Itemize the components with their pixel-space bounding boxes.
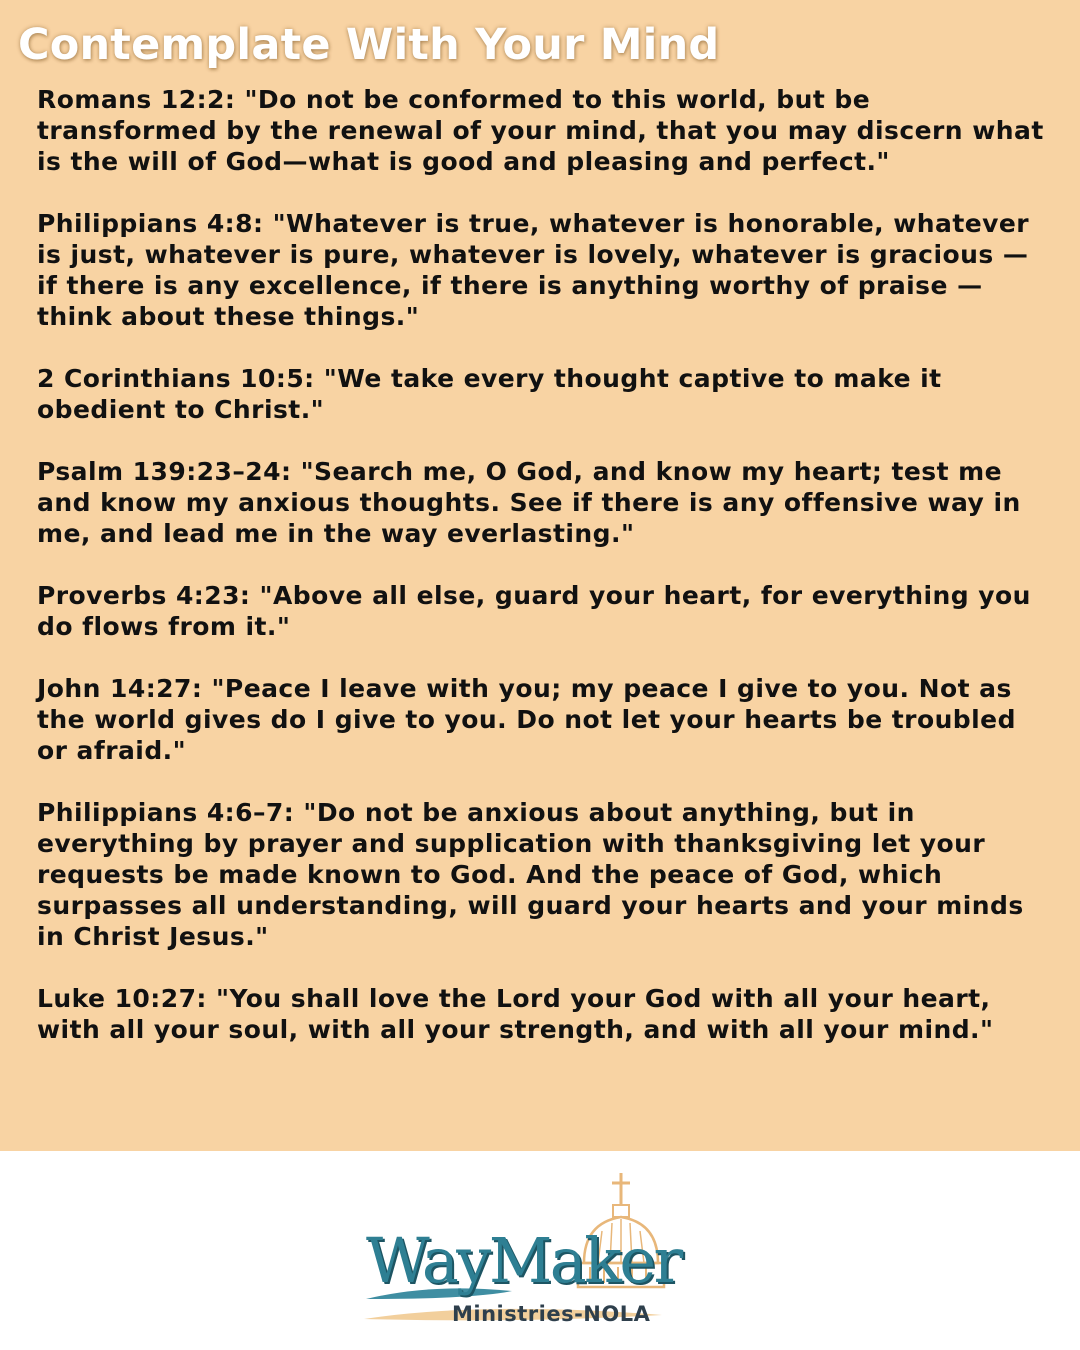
page-title: Contemplate With Your Mind (18, 20, 720, 70)
waymaker-logo (362, 1171, 682, 1331)
verse-item: Philippians 4:8: "Whatever is true, whatever is honorable, whatever is just, whatever is pure, whatever is lovely, whatever is gracious — if there is any excellence, if there is anything worthy of praise — think about these things." (37, 209, 1030, 331)
verse-item: Luke 10:27: "You shall love the Lord your God with all your heart, with all your soul, with all your strength, and with all your mind." (37, 984, 994, 1044)
verse-item: Psalm 139:23–24: "Search me, O God, and know my heart; test me and know my anxious thoughts. See if there is any offensive way in me, and lead me in the way everlasting." (37, 457, 1021, 548)
footer (0, 1151, 1080, 1350)
verse-item: Proverbs 4:23: "Above all else, guard your heart, for everything you do flows from it." (37, 581, 1031, 641)
verse-item: Philippians 4:6–7: "Do not be anxious about anything, but in everything by prayer and supplication with thanksgiving let your requests be made known to God. And the peace of God, which surpasses all understanding, will guard your hearts and your minds in Christ Jesus." (37, 798, 1024, 951)
verse-list (37, 84, 1047, 1076)
verse-item: Romans 12:2: "Do not be conformed to this world, but be transformed by the renewal of your mind, that you may discern what is the will of God—what is good and pleasing and perfect." (37, 85, 1044, 176)
logo-wordmark: WayMaker (366, 1224, 681, 1297)
verse-item: John 14:27: "Peace I leave with you; my peace I give to you. Not as the world gives do I give to you. Do not let your hearts be troubled or afraid." (37, 674, 1016, 765)
verse-item: 2 Corinthians 10:5: "We take every thought captive to make it obedient to Christ." (37, 364, 942, 424)
logo-subtitle: Ministries-NOLA (452, 1302, 651, 1326)
